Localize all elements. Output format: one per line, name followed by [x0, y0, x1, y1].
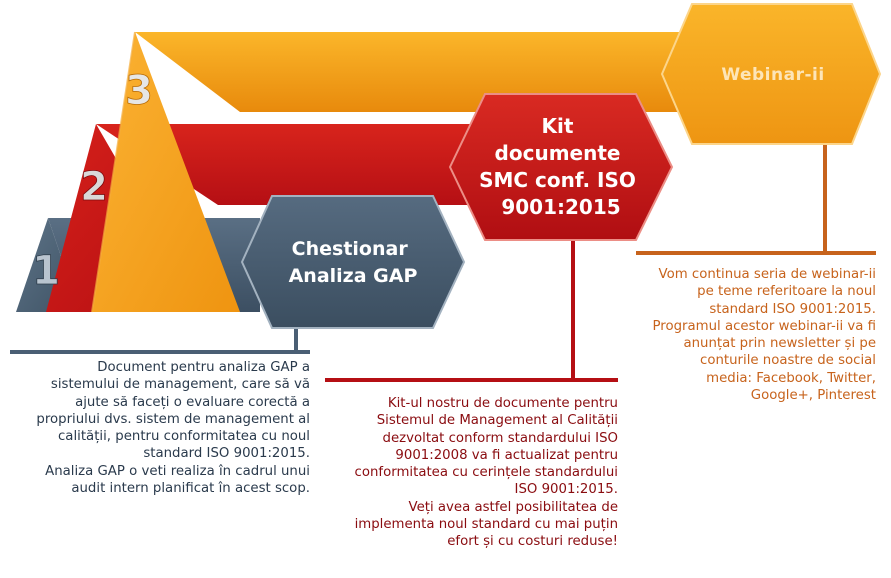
step-3-description-line: conturile noastre de social [700, 353, 876, 369]
step-2-number: 2 [80, 164, 108, 210]
step-2-description-line: conformitatea cu cerințele standardului [354, 465, 618, 481]
step-1-description-line: calității, pentru conformitatea cu noul [58, 429, 310, 445]
step-3-title-line: Webinar-ii [721, 65, 825, 85]
step-2-description-line: dezvoltat conform standardului ISO [382, 430, 618, 446]
step-2-description-line: Sistemul de Management al Calității [376, 413, 618, 429]
step-1-description-line: Document pentru analiza GAP a [97, 360, 310, 375]
step-1-description-line: propriului dvs. sistem de management al [36, 411, 310, 427]
step-3-description-line: pe teme referitoare la noul [697, 284, 876, 300]
step-2-description [325, 395, 618, 551]
step-3-description-line: standard ISO 9001:2015. [709, 301, 876, 317]
step-2-description-line: implementa noul standard cu mai puțin [354, 517, 618, 533]
step-3-description-line: media: Facebook, Twitter, [706, 370, 876, 386]
step-1-description [10, 359, 310, 497]
step-3-title [721, 65, 824, 85]
step-2-description-line: Veți avea astfel posibilitatea de [408, 499, 618, 515]
step-3-description-line: Google+, Pinterest [750, 388, 876, 404]
step-2-title-line: 9001:2015 [501, 195, 621, 219]
step-1-description-line: audit intern planificat în acest scop. [71, 481, 310, 497]
step-1-number: 1 [32, 248, 60, 294]
step-1-title-line: Chestionar [291, 238, 408, 260]
step-2-description-line: 9001:2008 va fi actualizat pentru [395, 447, 618, 463]
step-2-description-line: ISO 9001:2015. [514, 482, 618, 498]
step-2-description-line: Kit-ul nostru de documente pentru [387, 396, 618, 411]
step-3-description [630, 266, 876, 404]
step-2-title-line: Kit [541, 114, 574, 138]
step-2-description-line: efort și cu costuri reduse! [447, 534, 618, 550]
step-1-description-line: sistemului de management, care să vă [50, 377, 310, 393]
step-1-description-line: standard ISO 9001:2015. [143, 446, 310, 462]
step-2-title-line: documente [494, 141, 621, 165]
step-2-title-line: SMC conf. ISO [479, 168, 636, 192]
step-1-title-line: Analiza GAP [288, 265, 418, 287]
step-3-number: 3 [125, 68, 153, 114]
step-1-hexagon [242, 196, 464, 328]
step-3-description-line: Vom continua seria de webinar-ii [658, 267, 876, 282]
step-3-description-line: anunțat prin newsletter și pe [683, 336, 876, 352]
step-1-description-line: Analiza GAP o veti realiza în cadrul unui [45, 463, 310, 479]
step-1-description-line: ajute să faceți o evaluare corectă a [75, 394, 310, 410]
step-3-description-line: Programul acestor webinar-ii va fi [652, 318, 876, 334]
